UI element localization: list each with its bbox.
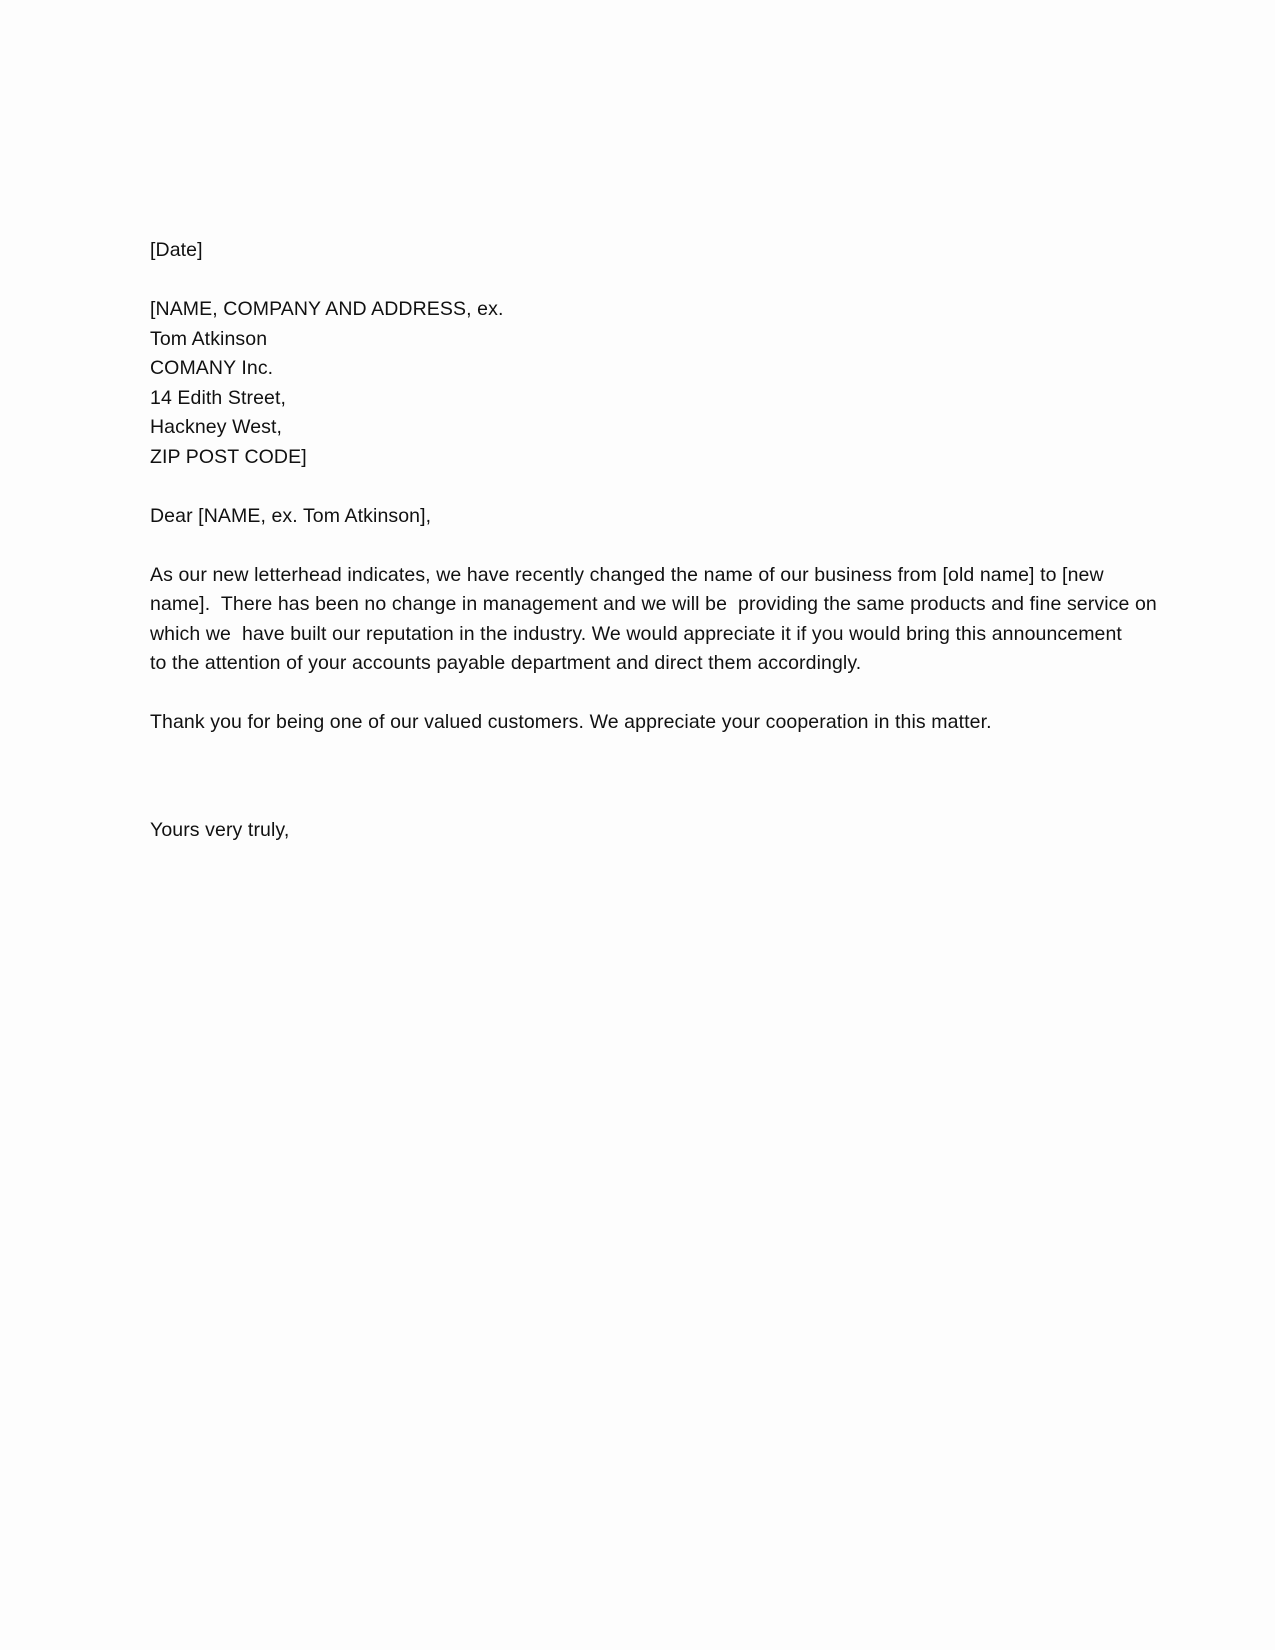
thank-you-line: Thank you for being one of our valued customers. We appreciate your cooperation in this matter. (150, 711, 992, 733)
spacer (150, 738, 1140, 816)
spacer (150, 266, 1140, 296)
recipient-line: COMANY Inc. (150, 357, 274, 379)
body-line: which we have built our reputation in the industry. We would appreciate it if you would bring this announcement (150, 622, 1122, 645)
closing-line: Yours very truly, (150, 818, 290, 841)
letter-body (150, 236, 1157, 845)
body-line: name]. There has been no change in management and we will be providing the same products and fine service on (150, 593, 1157, 615)
body-paragraph (150, 561, 1157, 679)
date-line: [Date] (150, 239, 203, 261)
recipient-line: 14 Edith Street, (150, 386, 287, 409)
spacer (150, 531, 1140, 561)
spacer (150, 472, 1140, 502)
recipient-line: ZIP POST CODE] (150, 445, 307, 468)
recipient-address-block (150, 295, 1140, 472)
recipient-line: Tom Atkinson (150, 327, 268, 350)
salutation: Dear [NAME, ex. Tom Atkinson], (150, 504, 432, 527)
spacer (150, 679, 1140, 709)
body-line: to the attention of your accounts payable department and direct them accordingly. (150, 652, 862, 674)
body-line: As our new letterhead indicates, we have recently changed the name of our business from [old name] to [new (150, 563, 1104, 586)
recipient-line: [NAME, COMPANY AND ADDRESS, ex. (150, 298, 504, 320)
recipient-line: Hackney West, (150, 416, 283, 438)
